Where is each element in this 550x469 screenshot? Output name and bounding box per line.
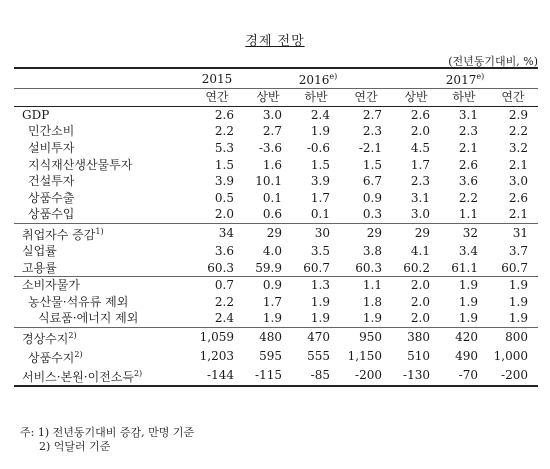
row-value: 29	[244, 223, 292, 243]
row-value: 2.2	[458, 190, 478, 205]
row-value: 1.9	[508, 294, 528, 309]
row-value: 2.1	[508, 207, 528, 222]
row-value: 1.7	[410, 157, 430, 172]
row-value: 1.9	[362, 311, 382, 326]
footnote-1: 주: 1) 전년동기대비 증감, 만명 기준	[20, 426, 195, 439]
row-value: 1,203	[199, 349, 234, 364]
row-value: 1.7	[262, 294, 282, 309]
row-value: 0.1	[310, 207, 330, 222]
row-value: 5.3	[214, 141, 234, 156]
header-period: 하반	[440, 89, 488, 107]
table-row	[14, 223, 538, 243]
row-value: 1.6	[262, 157, 282, 172]
header-row-years	[14, 68, 538, 89]
table-row	[14, 190, 538, 207]
row-value: 1.7	[310, 190, 330, 205]
row-value: 1.9	[310, 124, 330, 139]
table-row	[14, 206, 538, 223]
row-label: 실업률	[22, 244, 57, 259]
row-value: 3.9	[310, 174, 330, 189]
header-blank	[14, 89, 190, 107]
row-value: 6.7	[362, 174, 382, 189]
row-value: 2.7	[362, 107, 382, 122]
header-year-2015: 2015	[190, 68, 244, 89]
row-value: 1.9	[440, 276, 488, 293]
row-value: 3.1	[458, 107, 478, 122]
row-value: -144	[190, 366, 244, 386]
row-value: 3.9	[214, 174, 234, 189]
header-period: 연간	[488, 89, 538, 107]
table-row	[14, 347, 538, 366]
footnote-2: 2) 억달러 기준	[39, 440, 111, 453]
row-value: 2.9	[508, 107, 528, 122]
table-row	[14, 294, 538, 311]
row-label: GDP	[22, 107, 50, 122]
row-value: 29	[392, 223, 440, 243]
row-value: -115	[244, 366, 292, 386]
row-label: 상품수지$^{2)}$	[28, 349, 83, 365]
header-period: 연간	[190, 89, 244, 107]
row-value: 800	[488, 327, 538, 347]
row-value: -2.1	[358, 141, 382, 156]
row-value: 2.6	[214, 107, 234, 122]
header-period: 하반	[292, 89, 340, 107]
row-value: 420	[440, 327, 488, 347]
row-value: 2.2	[508, 124, 528, 139]
row-value: 10.1	[255, 174, 282, 189]
row-label: 취업자수 증감$^{1)}$	[14, 223, 190, 243]
row-value: 2.0	[410, 311, 430, 326]
row-value: 2.3	[458, 124, 478, 139]
row-value: 2.4	[214, 311, 234, 326]
header-period: 상반	[244, 89, 292, 107]
table-row	[14, 173, 538, 190]
row-value: 1.9	[508, 311, 528, 326]
row-value: 1.9	[458, 294, 478, 309]
header-year-2016: 2016$^{e)}$	[244, 68, 392, 89]
row-value: 1.3	[292, 276, 340, 293]
row-value: 1.9	[488, 276, 538, 293]
table-row	[14, 276, 538, 293]
row-value: 1.5	[362, 157, 382, 172]
row-value: 950	[340, 327, 392, 347]
row-value: 3.0	[410, 207, 430, 222]
footnotes	[20, 426, 194, 454]
row-value: 0.7	[190, 276, 244, 293]
row-value: 2.1	[508, 157, 528, 172]
row-label: 소비자물가	[14, 276, 190, 293]
row-value: 595	[259, 349, 282, 364]
row-value: 60.3	[355, 260, 382, 275]
row-value: 2.7	[262, 124, 282, 139]
row-value: 32	[440, 223, 488, 243]
row-value: 3.0	[508, 174, 528, 189]
row-value: 2.2	[214, 294, 234, 309]
row-value: 0.5	[214, 190, 234, 205]
row-value: 4.5	[410, 141, 430, 156]
economic-outlook-table	[14, 67, 538, 387]
row-value: 3.6	[458, 174, 478, 189]
row-value: 1.1	[458, 207, 478, 222]
row-value: 2.6	[410, 107, 430, 122]
row-value: 1.9	[458, 311, 478, 326]
row-value: 2.2	[214, 124, 234, 139]
row-value: 2.6	[458, 157, 478, 172]
row-value: 555	[307, 349, 330, 364]
row-value: 0.6	[262, 207, 282, 222]
row-value: 2.4	[310, 107, 330, 122]
row-value: 59.9	[255, 260, 282, 275]
row-value: 3.8	[362, 244, 382, 259]
row-value: 0.9	[244, 276, 292, 293]
row-label: 경상수지$^{2)}$	[14, 327, 190, 347]
table-row	[14, 123, 538, 140]
row-value: 490	[455, 349, 478, 364]
page-title: 경제 전망	[245, 34, 305, 49]
table-row	[14, 140, 538, 157]
row-value: 60.3	[207, 260, 234, 275]
row-value: -200	[340, 366, 392, 386]
table-row	[14, 366, 538, 386]
row-value: 1.1	[340, 276, 392, 293]
row-label: 민간소비	[28, 124, 75, 139]
row-value: 60.7	[501, 260, 528, 275]
row-value: 1.5	[214, 157, 234, 172]
row-value: 2.3	[410, 174, 430, 189]
row-value: -3.6	[258, 141, 282, 156]
row-value: 1.9	[310, 311, 330, 326]
row-value: 3.4	[458, 244, 478, 259]
row-value: 470	[292, 327, 340, 347]
row-value: 1.9	[262, 311, 282, 326]
row-value: 1,150	[347, 349, 382, 364]
row-value: 1,000	[493, 349, 528, 364]
row-value: 480	[244, 327, 292, 347]
header-year-2017: 2017$^{e)}$	[392, 68, 538, 89]
row-value: 510	[407, 349, 430, 364]
row-value: 2.3	[362, 124, 382, 139]
row-value: -200	[488, 366, 538, 386]
row-value: 1,059	[190, 327, 244, 347]
row-value: 3.2	[508, 141, 528, 156]
table-row	[14, 106, 538, 123]
header-blank	[14, 68, 190, 89]
row-value: 1.5	[310, 157, 330, 172]
row-label: 건설투자	[28, 174, 75, 189]
row-label: 식료품·에너지 제외	[38, 311, 139, 326]
row-value: 60.7	[303, 260, 330, 275]
row-value: 61.1	[451, 260, 478, 275]
row-value: 380	[392, 327, 440, 347]
row-value: -0.6	[306, 141, 330, 156]
header-period: 연간	[340, 89, 392, 107]
row-label: 지식재산생산물투자	[28, 157, 133, 172]
row-value: 2.0	[214, 207, 234, 222]
row-value: 3.7	[508, 244, 528, 259]
row-label: 설비투자	[28, 141, 75, 156]
row-value: 31	[488, 223, 538, 243]
row-value: 3.5	[310, 244, 330, 259]
unit-label: (전년동기대비, %)	[448, 55, 538, 68]
table-row	[14, 310, 538, 327]
table-row	[14, 327, 538, 347]
row-value: 1.8	[362, 294, 382, 309]
row-value: 29	[340, 223, 392, 243]
row-value: 0.1	[262, 190, 282, 205]
row-value: -85	[292, 366, 340, 386]
row-value: -130	[392, 366, 440, 386]
row-value: 30	[292, 223, 340, 243]
row-value: 0.9	[362, 190, 382, 205]
row-value: 2.0	[410, 294, 430, 309]
row-value: 2.0	[392, 276, 440, 293]
row-value: 2.6	[508, 190, 528, 205]
row-value: 3.6	[214, 244, 234, 259]
row-value: 3.1	[410, 190, 430, 205]
row-value: 60.2	[403, 260, 430, 275]
row-value: -70	[440, 366, 488, 386]
table-row	[14, 259, 538, 276]
row-value: 2.0	[410, 124, 430, 139]
row-label: 서비스·본원·이전소득$^{2)}$	[14, 366, 190, 386]
row-label: 상품수입	[28, 207, 75, 222]
table-row	[14, 243, 538, 260]
row-label: 고용률	[22, 260, 57, 275]
row-value: 2.1	[458, 141, 478, 156]
row-label: 농산물·석유류 제외	[28, 294, 129, 309]
header-period: 상반	[392, 89, 440, 107]
row-value: 1.9	[310, 294, 330, 309]
row-value: 0.3	[362, 207, 382, 222]
row-value: 34	[190, 223, 244, 243]
row-label: 상품수출	[28, 190, 75, 205]
table-row	[14, 156, 538, 173]
row-value: 3.0	[262, 107, 282, 122]
header-row-periods	[14, 89, 538, 107]
row-value: 4.0	[262, 244, 282, 259]
row-value: 4.1	[410, 244, 430, 259]
